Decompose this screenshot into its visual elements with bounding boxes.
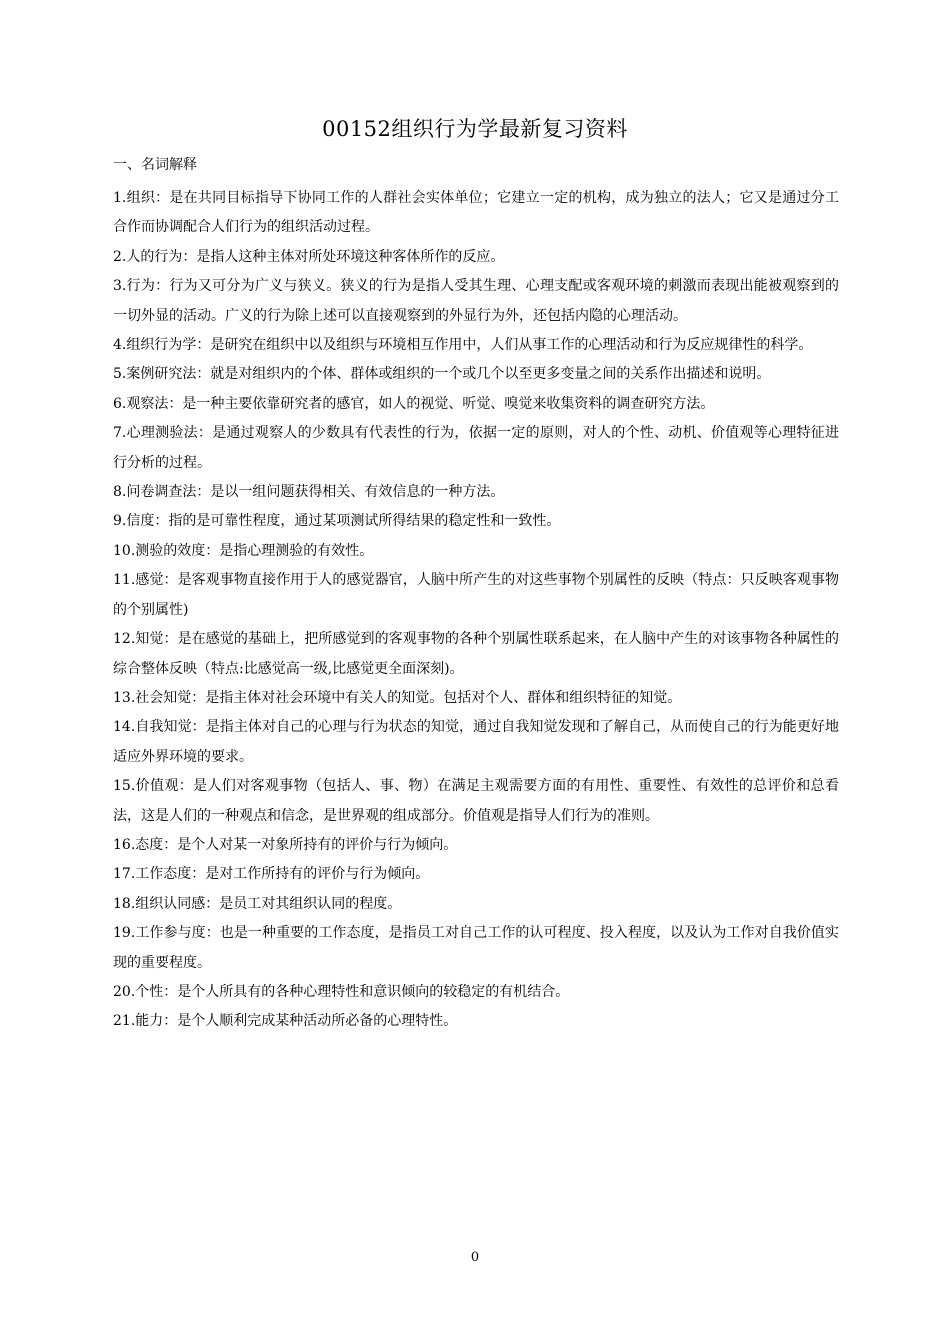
- definition-entry: 9.信度：指的是可靠性程度，通过某项测试所得结果的稳定性和一致性。: [113, 513, 561, 530]
- definition-entry: 19.工作参与度：也是一种重要的工作态度，是指员工对自己工作的认可程度、投入程度，以及认为工作对自我价值实现的重要程度。: [113, 925, 839, 971]
- definition-entry: 16.态度：是个人对某一对象所持有的评价与行为倾向。: [113, 836, 458, 853]
- definition-entry: 4.组织行为学：是研究在组织中以及组织与环境相互作用中，人们从事工作的心理活动和行为反应规律性的科学。: [113, 337, 813, 354]
- definition-entry: 7.心理测验法：是通过观察人的少数具有代表性的行为，依据一定的原则，对人的个性、动机、价值观等心理特征进行分析的过程。: [113, 425, 839, 471]
- definition-entry: 14.自我知觉：是指主体对自己的心理与行为状态的知觉，通过自我知觉发现和了解自己，从而使自己的行为能更好地适应外界环境的要求。: [113, 719, 839, 765]
- definition-entry: 6.观察法：是一种主要依靠研究者的感官，如人的视觉、听觉、嗅觉来收集资料的调查研究方法。: [113, 395, 715, 412]
- page-number: 0: [470, 1250, 480, 1265]
- definition-entry: 18.组织认同感：是员工对其组织认同的程度。: [113, 895, 402, 912]
- definition-entry: 3.行为：行为又可分为广义与狭义。狭义的行为是指人受其生理、心理支配或客观环境的刺激而表现出能被观察到的一切外显的活动。广义的行为除上述可以直接观察到的外显行为外，还包括内隐的心理活动。: [113, 278, 839, 324]
- definition-entry: 20.个性：是个人所具有的各种心理特性和意识倾向的较稳定的有机结合。: [113, 983, 570, 1000]
- definition-entry: 21.能力：是个人顺利完成某种活动所必备的心理特性。: [113, 1013, 458, 1030]
- definition-entry: 11.感觉：是客观事物直接作用于人的感觉器官，人脑中所产生的对这些事物个别属性的反映（特点：只反映客观事物的个别属性): [113, 572, 839, 618]
- definition-entry: 5.案例研究法：就是对组织内的个体、群体或组织的一个或几个以至更多变量之间的关系作出描述和说明。: [113, 366, 771, 383]
- definition-entry: 1.组织：是在共同目标指导下协同工作的人群社会实体单位；它建立一定的机构，成为独立的法人；它又是通过分工合作而协调配合人们行为的组织活动过程。: [113, 190, 839, 236]
- document-title: 00152组织行为学最新复习资料: [322, 117, 628, 141]
- section-heading: 一、名词解释: [113, 157, 197, 173]
- definition-entry: 10.测验的效度：是指心理测验的有效性。: [113, 542, 374, 559]
- definition-entry: 15.价值观：是人们对客观事物（包括人、事、物）在满足主观需要方面的有用性、重要性、有效性的总评价和总看法，这是人们的一种观点和信念，是世界观的组成部分。价值观是指导人们行为的准则。: [113, 778, 839, 824]
- definition-list: [113, 184, 839, 1037]
- definition-entry: 17.工作态度：是对工作所持有的评价与行为倾向。: [113, 866, 430, 883]
- definition-entry: 2.人的行为：是指人这种主体对所处环境这种客体所作的反应。: [113, 248, 505, 265]
- definition-entry: 12.知觉：是在感觉的基础上，把所感觉到的客观事物的各种个别属性联系起来，在人脑中产生的对该事物各种属性的综合整体反映（特点:比感觉高一级,比感觉更全面深刻)。: [113, 631, 839, 677]
- definition-entry: 13.社会知觉：是指主体对社会环境中有关人的知觉。包括对个人、群体和组织特征的知觉。: [113, 689, 682, 706]
- definition-entry: 8.问卷调查法：是以一组问题获得相关、有效信息的一种方法。: [113, 484, 505, 501]
